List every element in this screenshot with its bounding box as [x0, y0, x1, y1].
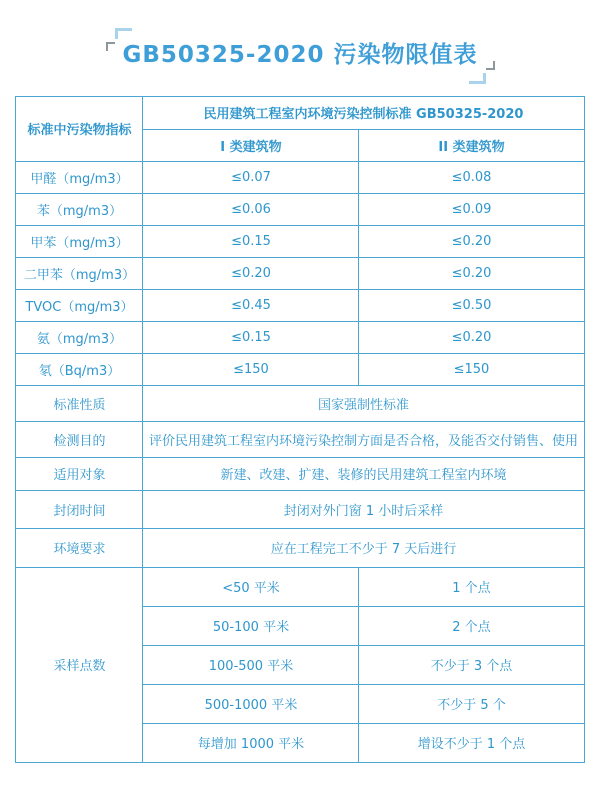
- sampling-points: 1 个点: [359, 567, 584, 606]
- class1-limit: ≤0.20: [143, 257, 359, 289]
- pollutant-name: 甲苯（mg/m3）: [16, 225, 143, 257]
- table-row: [16, 225, 584, 257]
- table-row: [16, 421, 584, 457]
- sampling-area: <50 平米: [143, 567, 359, 606]
- sampling-label: 采样点数: [16, 567, 143, 762]
- pollutant-name: 氨（mg/m3）: [16, 321, 143, 353]
- class1-limit: ≤0.45: [143, 289, 359, 321]
- corner-mark-top-left-icon: [106, 42, 115, 51]
- class1-limit: ≤0.07: [143, 161, 359, 193]
- pollutant-name: 氡（Bq/m3）: [16, 353, 143, 385]
- info-value: 新建、改建、扩建、装修的民用建筑工程室内环境: [143, 457, 584, 490]
- info-label: 适用对象: [16, 457, 143, 490]
- class2-limit: ≤0.09: [359, 193, 584, 225]
- table-row: [16, 353, 584, 385]
- class1-limit: ≤0.06: [143, 193, 359, 225]
- corner-bracket-bottom-right-icon: [469, 73, 486, 84]
- indicator-header-cell: 标准中污染物指标: [16, 96, 143, 161]
- sampling-points: 2 个点: [359, 606, 584, 645]
- pollutant-name: 二甲苯（mg/m3）: [16, 257, 143, 289]
- sampling-area: 100-500 平米: [143, 645, 359, 684]
- info-label: 检测目的: [16, 421, 143, 457]
- info-value: 应在工程完工不少于 7 天后进行: [143, 528, 584, 567]
- pollutant-name: 苯（mg/m3）: [16, 193, 143, 225]
- table-row: [16, 257, 584, 289]
- page-title: GB50325-2020 污染物限值表: [122, 42, 478, 68]
- table-row: [16, 457, 584, 490]
- info-value: 国家强制性标准: [143, 385, 584, 421]
- page-title-box: [123, 42, 478, 70]
- class1-limit: ≤0.15: [143, 225, 359, 257]
- class2-header-cell: II 类建筑物: [359, 129, 584, 161]
- standard-header-cell: 民用建筑工程室内环境污染控制标准 GB50325-2020: [143, 96, 584, 129]
- pollutant-name: 甲醛（mg/m3）: [16, 161, 143, 193]
- table-row: [16, 528, 584, 567]
- table-row: [16, 490, 584, 528]
- sampling-points: 不少于 5 个: [359, 684, 584, 723]
- sampling-area: 50-100 平米: [143, 606, 359, 645]
- class1-limit: ≤0.15: [143, 321, 359, 353]
- class2-limit: ≤0.08: [359, 161, 584, 193]
- class1-limit: ≤150: [143, 353, 359, 385]
- pollutant-name: TVOC（mg/m3）: [16, 289, 143, 321]
- info-label: 标准性质: [16, 385, 143, 421]
- sampling-points: 增设不少于 1 个点: [359, 723, 584, 762]
- table-row: [16, 567, 584, 606]
- info-value: 评价民用建筑工程室内环境污染控制方面是否合格，及能否交付销售、使用: [143, 421, 584, 457]
- info-value: 封闭对外门窗 1 小时后采样: [143, 490, 584, 528]
- table-row: [16, 96, 584, 129]
- info-label: 环境要求: [16, 528, 143, 567]
- class2-limit: ≤0.20: [359, 225, 584, 257]
- table-row: [16, 161, 584, 193]
- table-row: [16, 385, 584, 421]
- class2-limit: ≤0.20: [359, 257, 584, 289]
- sampling-area: 每增加 1000 平米: [143, 723, 359, 762]
- title-wrap: [0, 0, 600, 96]
- class2-limit: ≤150: [359, 353, 584, 385]
- table-row: [16, 289, 584, 321]
- info-label: 封闭时间: [16, 490, 143, 528]
- table-row: [16, 321, 584, 353]
- class2-limit: ≤0.20: [359, 321, 584, 353]
- pollutant-limits-table: [15, 96, 584, 763]
- sampling-area: 500-1000 平米: [143, 684, 359, 723]
- corner-bracket-top-left-icon: [115, 28, 132, 39]
- table-row: [16, 193, 584, 225]
- corner-mark-bottom-right-icon: [486, 61, 495, 70]
- class1-header-cell: I 类建筑物: [143, 129, 359, 161]
- class2-limit: ≤0.50: [359, 289, 584, 321]
- sampling-points: 不少于 3 个点: [359, 645, 584, 684]
